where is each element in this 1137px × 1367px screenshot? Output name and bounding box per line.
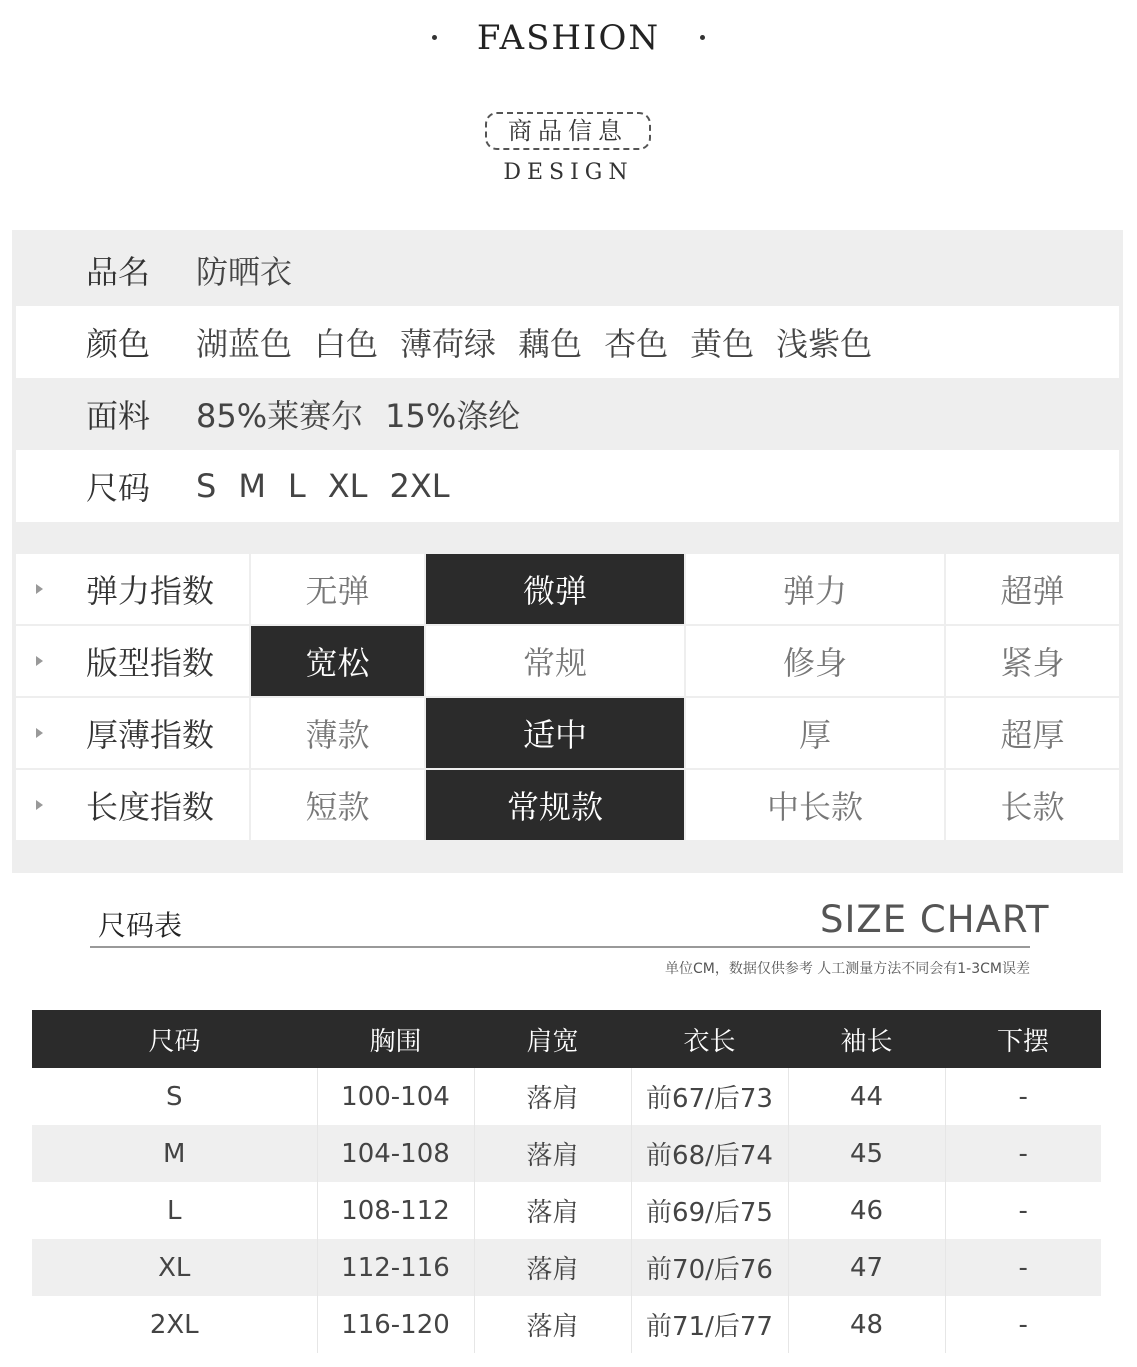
fashion-title: FASHION	[476, 18, 661, 58]
table-cell: 108-112	[317, 1182, 474, 1239]
index-option: 短款	[250, 769, 425, 841]
info-label: 尺码	[86, 469, 151, 507]
table-row	[32, 1068, 1101, 1125]
index-option: 超弹	[945, 553, 1120, 625]
index-option: 超厚	[945, 697, 1120, 769]
index-label: 厚薄指数	[15, 697, 250, 769]
fabric-value: 15%涤纶	[385, 397, 521, 435]
table-cell: 落肩	[474, 1182, 631, 1239]
index-label: 版型指数	[15, 625, 250, 697]
table-cell: -	[945, 1125, 1101, 1182]
fashion-heading	[0, 18, 1137, 58]
table-cell: M	[32, 1125, 317, 1182]
table-cell: 45	[788, 1125, 945, 1182]
index-table	[14, 552, 1121, 842]
info-value	[196, 391, 542, 437]
size-chart-title-en: SIZE CHART	[820, 898, 1050, 941]
table-cell: 100-104	[317, 1068, 474, 1125]
table-cell: 前67/后73	[631, 1068, 788, 1125]
size-chart-title: 尺码表	[98, 909, 183, 942]
table-cell: 前70/后76	[631, 1239, 788, 1296]
color-value: 湖蓝色	[196, 325, 293, 363]
info-row-fabric	[16, 378, 1119, 450]
color-value: 黄色	[690, 325, 755, 363]
product-info-panel	[12, 230, 1123, 873]
table-cell: -	[1018, 1309, 1028, 1340]
column-header: 尺码	[32, 1010, 317, 1068]
divider	[90, 946, 1030, 948]
table-row	[32, 1125, 1101, 1182]
table-cell: XL	[32, 1239, 317, 1296]
table-cell: 前69/后75	[631, 1182, 788, 1239]
table-cell: 落肩	[474, 1296, 631, 1353]
color-value: 白色	[314, 325, 379, 363]
info-row-size	[16, 450, 1119, 522]
index-row-length	[15, 769, 1120, 841]
table-cell: 前71/后77	[631, 1296, 788, 1353]
info-label: 品名	[86, 253, 151, 291]
table-cell: -	[1018, 1081, 1028, 1112]
column-header: 袖长	[788, 1010, 945, 1068]
table-cell: S	[32, 1068, 317, 1125]
table-cell: 47	[788, 1239, 945, 1296]
product-info-badge: 商品信息	[485, 112, 651, 150]
info-row-name	[16, 234, 1119, 306]
table-cell: 48	[788, 1296, 945, 1353]
info-value	[196, 247, 314, 293]
index-option: 长款	[945, 769, 1120, 841]
size-table	[32, 1010, 1101, 1353]
index-option-selected: 宽松	[250, 625, 425, 697]
table-cell: -	[1018, 1195, 1028, 1226]
size-chart-note: 单位CM，数据仅供参考 人工测量方法不同会有1-3CM误差	[664, 961, 1030, 977]
size-value: L	[287, 467, 306, 505]
color-value: 浅紫色	[776, 325, 873, 363]
index-row-fit	[15, 625, 1120, 697]
table-cell: 前68/后74	[631, 1125, 788, 1182]
size-value: 2XL	[389, 467, 450, 505]
column-header: 肩宽	[474, 1010, 631, 1068]
bullet-dot-icon	[432, 35, 437, 40]
table-cell: -	[945, 1239, 1101, 1296]
index-row-elasticity	[15, 553, 1120, 625]
color-value: 薄荷绿	[400, 325, 497, 363]
size-table-header	[32, 1010, 1101, 1068]
info-value	[196, 319, 894, 365]
table-cell: 2XL	[32, 1296, 317, 1353]
table-cell: 44	[788, 1068, 945, 1125]
index-option: 薄款	[250, 697, 425, 769]
triangle-right-icon	[36, 584, 43, 594]
triangle-right-icon	[36, 728, 43, 738]
index-label: 长度指数	[15, 769, 250, 841]
info-row-color	[16, 306, 1119, 378]
table-cell: 落肩	[474, 1239, 631, 1296]
index-option-selected: 常规款	[425, 769, 685, 841]
index-option: 无弹	[250, 553, 425, 625]
index-label: 弹力指数	[15, 553, 250, 625]
table-row	[32, 1296, 1101, 1353]
info-label: 颜色	[86, 325, 151, 363]
table-cell: 落肩	[474, 1068, 631, 1125]
design-subtitle: DESIGN	[503, 160, 634, 185]
color-value: 藕色	[518, 325, 583, 363]
size-value: XL	[327, 467, 368, 505]
index-option: 紧身	[945, 625, 1120, 697]
table-row	[32, 1182, 1101, 1239]
index-option: 厚	[685, 697, 945, 769]
index-option: 修身	[685, 625, 945, 697]
fabric-value: 85%莱赛尔	[196, 397, 364, 435]
name-value: 防晒衣	[196, 253, 293, 291]
column-header: 胸围	[317, 1010, 474, 1068]
index-option-selected: 微弹	[425, 553, 685, 625]
table-cell: 116-120	[317, 1296, 474, 1353]
index-option-selected: 适中	[425, 697, 685, 769]
info-label: 面料	[86, 397, 151, 435]
bullet-dot-icon	[700, 35, 705, 40]
column-header: 衣长	[631, 1010, 788, 1068]
index-option: 弹力	[685, 553, 945, 625]
table-cell: 104-108	[317, 1125, 474, 1182]
size-value: M	[238, 467, 266, 505]
table-cell: L	[32, 1182, 317, 1239]
size-value: S	[196, 467, 217, 505]
column-header: 下摆	[945, 1010, 1101, 1068]
info-value	[196, 467, 472, 505]
table-row	[32, 1239, 1101, 1296]
triangle-right-icon	[36, 656, 43, 666]
table-cell: 112-116	[317, 1239, 474, 1296]
index-row-thickness	[15, 697, 1120, 769]
table-cell: 落肩	[474, 1125, 631, 1182]
color-value: 杏色	[604, 325, 669, 363]
index-option: 中长款	[685, 769, 945, 841]
table-cell: 46	[788, 1182, 945, 1239]
triangle-right-icon	[36, 800, 43, 810]
index-option: 常规	[425, 625, 685, 697]
